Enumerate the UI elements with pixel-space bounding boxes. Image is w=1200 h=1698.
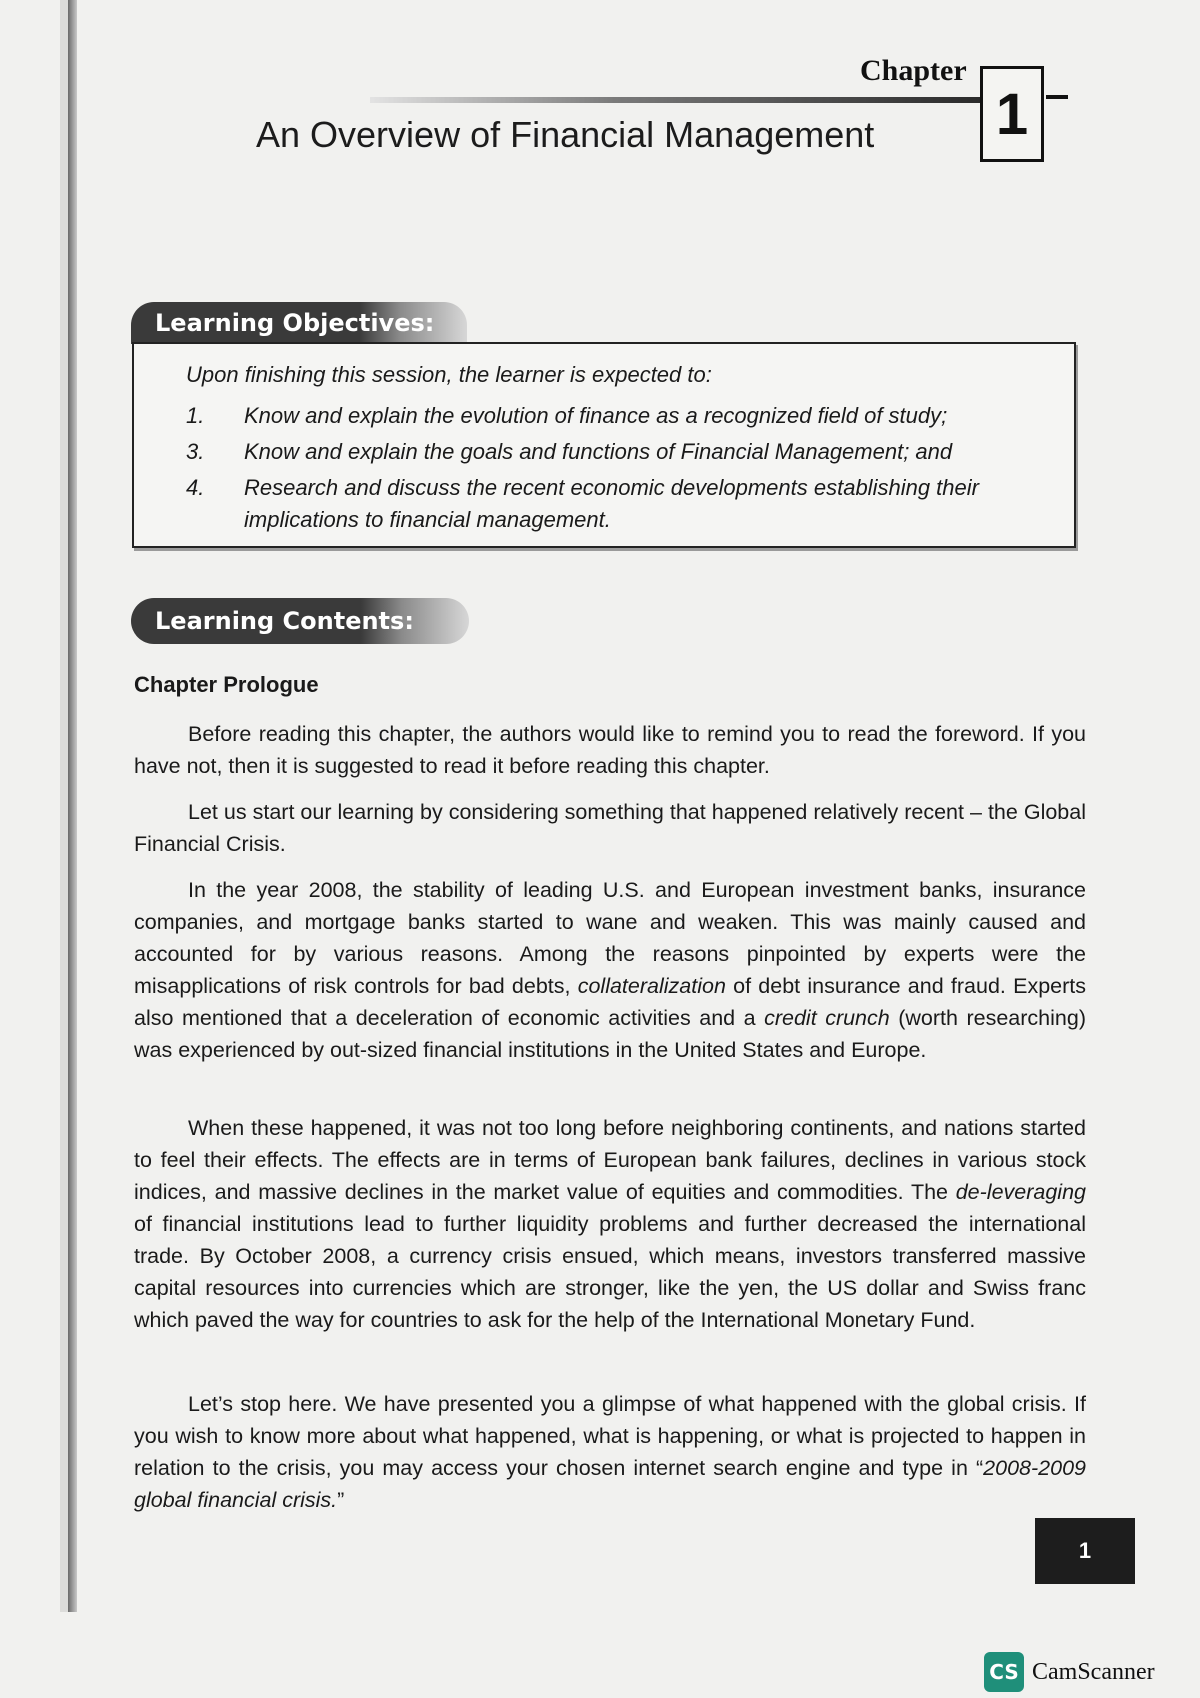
camscanner-logo-icon: CS [984,1652,1024,1692]
body-text [134,796,1086,860]
page-edge [60,0,68,1612]
paragraph-foreword: Before reading this chapter, the authors would like to remind you to read the foreword. If you have not, then it is suggested to read it before reading this chapter. [134,722,1086,778]
objective-number: 3. [186,439,205,464]
objective-item [186,436,1004,468]
body-text [134,718,1086,782]
body-text [134,874,1086,1066]
body-text [134,1388,1086,1516]
objective-item [186,472,1004,536]
camscanner-name: CamScanner [1032,1658,1155,1685]
objective-number: 1. [186,403,205,428]
objective-text: Know and explain the goals and functions of Financial Management; and [244,439,953,464]
chapter-rule-tick [1046,95,1068,99]
learning-objectives-heading: Learning Objectives: [131,302,467,344]
objective-number: 4. [186,475,205,500]
chapter-label: Chapter [860,54,967,87]
learning-objectives-box [132,342,1076,548]
objective-item [186,400,1004,432]
chapter-title: An Overview of Financial Management [256,114,875,155]
paragraph-effects: When these happened, it was not too long before neighboring continents, and nations started to feel their effects. The effects are in terms of European bank failures, declines in various stock indices, and massive declines in the market value of equities and commodities. The de-leveraging of financial institutions lead to further liquidity problems and further decreased the international trade. By October 2008, a currency crisis ensued, which means, investors transferred massive capital resources into currencies which are stronger, like the yen, the US dollar and Swiss franc which paved the way for countries to ask for the help of the International Monetary Fund. [134,1116,1086,1332]
paragraph-conclusion: Let’s stop here. We have presented you a glimpse of what happened with the global crisis. If you wish to know more about what happened, what is happening, or what is projected to happen in relation to the crisis, you may access your chosen internet search engine and type in “2008-2009 global financial crisis.” [134,1392,1086,1512]
objective-text: Know and explain the evolution of finance as a recognized field of study; [244,403,948,428]
chapter-number: 1 [980,66,1044,162]
page-number: 1 [1035,1518,1135,1584]
objectives-intro: Upon finishing this session, the learner is expected to: [186,362,712,387]
paragraph-2008-stability: In the year 2008, the stability of leading U.S. and European investment banks, insurance companies, and mortgage banks started to wane and weaken. This was mainly caused and accounted for by various reasons. Among the reasons pinpointed by experts were the misapplications of risk controls for bad debts, collateralization of debt insurance and fraud. Experts also mentioned that a deceleration of economic activities and a credit crunch (worth researching) was experienced by out-sized financial institutions in the United States and Europe. [134,878,1086,1062]
chapter-rule [370,97,982,103]
body-text [134,1112,1086,1336]
page-binding-shadow [68,0,77,1612]
camscanner-watermark [984,1652,1155,1692]
learning-contents-heading: Learning Contents: [131,598,469,644]
objective-text: Research and discuss the recent economic developments establishing their implications to financial management. [244,475,979,532]
paragraph-crisis-intro: Let us start our learning by considering something that happened relatively recent – the Global Financial Crisis. [134,800,1086,856]
chapter-prologue-heading: Chapter Prologue [134,672,319,697]
